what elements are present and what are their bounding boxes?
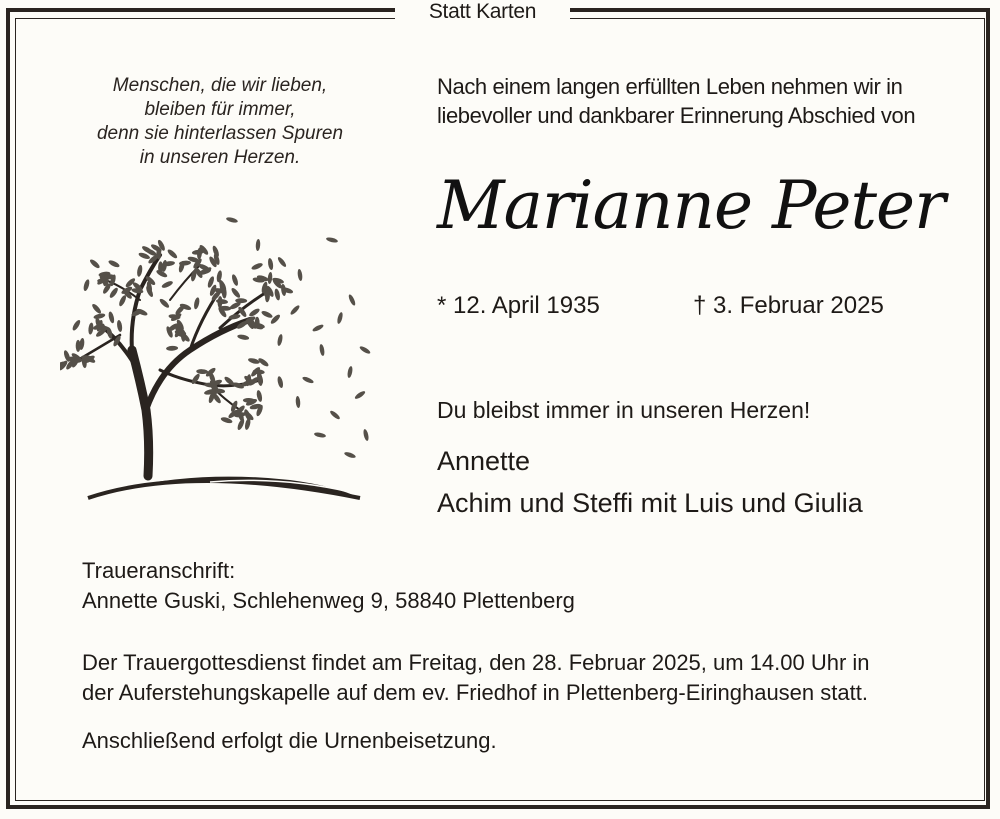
quote-line: denn sie hinterlassen Spuren <box>96 123 344 144</box>
life-dates <box>437 290 957 322</box>
falling-leaf <box>295 396 300 408</box>
falling-leaf <box>314 432 327 439</box>
quote-line: in unseren Herzen. <box>139 147 301 168</box>
service-line: Der Trauergottesdienst findet am Freitag, den 28. Februar 2025, um 14.00 Uhr in <box>82 650 870 675</box>
leaf <box>232 381 245 389</box>
leaf <box>166 346 178 351</box>
motto: Du bleibst immer in unseren Herzen! <box>437 397 811 423</box>
intro-line: Nach einem langen erfüllten Leben nehmen wir in <box>437 74 903 99</box>
leaf <box>108 259 121 269</box>
leaf <box>166 248 178 260</box>
leaf <box>243 398 255 403</box>
leaf <box>161 280 174 289</box>
falling-leaf <box>297 269 303 281</box>
falling-leaf <box>347 366 354 379</box>
family-names <box>437 440 863 524</box>
falling-leaf <box>363 429 370 442</box>
falling-leaf <box>319 344 325 357</box>
leaf <box>261 310 274 320</box>
leaf <box>267 258 274 271</box>
falling-leaf <box>226 216 239 223</box>
service-info <box>82 648 918 708</box>
leaf <box>91 303 103 315</box>
leaf <box>118 294 128 307</box>
tree-leaves <box>60 239 294 431</box>
leaf <box>274 288 281 301</box>
falling-leaf <box>277 256 288 268</box>
falling-leaf <box>347 294 356 307</box>
falling-leaf <box>267 272 273 284</box>
intro-line: liebevoller und dankbarer Erinnerung Abschied von <box>437 103 916 128</box>
falling-leaf <box>354 390 366 400</box>
leaf <box>247 357 260 365</box>
quote-line: Menschen, die wir lieben, <box>112 75 328 96</box>
leaf <box>116 320 123 333</box>
leaf <box>231 274 239 287</box>
leaf <box>108 311 116 324</box>
leaf <box>93 313 106 320</box>
quote <box>70 74 370 170</box>
leaf <box>251 262 264 271</box>
falling-leaf <box>255 239 260 251</box>
falling-leaf <box>289 304 301 316</box>
address-label: Traueranschrift: <box>82 558 236 583</box>
leaf <box>158 297 170 309</box>
falling-leaf <box>344 451 357 459</box>
leaf <box>89 258 101 269</box>
mourning-address <box>82 556 575 616</box>
quote-line: bleiben für immer, <box>144 99 296 120</box>
leaf <box>136 264 143 277</box>
leaf <box>248 307 261 318</box>
leaf <box>193 297 200 310</box>
leaf <box>71 319 81 332</box>
falling-leaf <box>359 345 372 355</box>
leaf <box>88 322 94 334</box>
leaf <box>277 376 284 389</box>
falling-leaf <box>277 334 284 347</box>
leaf <box>230 287 241 299</box>
tree-hill <box>88 477 360 498</box>
service-line: der Auferstehungskapelle auf dem ev. Friedhof in Plettenberg-Eiringhausen statt. <box>82 680 868 705</box>
falling-leaf <box>326 237 339 244</box>
family-line: Annette <box>437 446 531 476</box>
falling-leaf <box>312 323 325 332</box>
closing-note: Anschließend erfolgt die Urnenbeisetzung. <box>82 728 497 753</box>
leaf <box>83 279 91 292</box>
tree-illustration <box>60 210 380 505</box>
deceased-name: Marianne Peter <box>437 167 945 244</box>
leaf <box>108 287 119 300</box>
header-label: Statt Karten <box>428 0 537 23</box>
leaf <box>237 334 250 341</box>
leaf <box>196 369 208 374</box>
leaf <box>76 340 81 352</box>
falling-leaf <box>329 409 341 420</box>
falling-leaf <box>336 312 343 325</box>
death-date: † 3. Februar 2025 <box>693 292 884 319</box>
intro-text <box>437 72 957 130</box>
family-line: Achim und Steffi mit Luis und Giulia <box>437 488 863 518</box>
address-value: Annette Guski, Schlehenweg 9, 58840 Plettenberg <box>82 588 575 613</box>
birth-date: * 12. April 1935 <box>437 292 600 319</box>
falling-leaf <box>302 376 315 385</box>
